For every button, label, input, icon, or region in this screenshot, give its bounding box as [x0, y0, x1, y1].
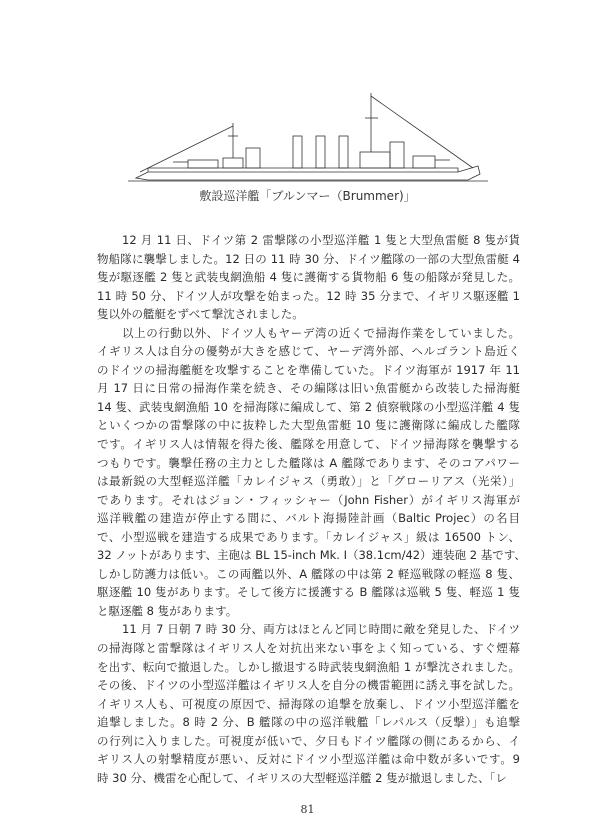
text-line: です。イギリス人は情報を得た後、艦隊を用意して、ドイツ掃海隊を襲撃する [97, 437, 520, 452]
text-line: 以上の行動以外、ドイツ人もヤーデ湾の近くで掃海作業をしていました。 [122, 325, 520, 340]
text-line: 月 17 日に日常の掃海作業を続き、その編隊は旧い魚雷艇から改装した掃海艇 [97, 381, 520, 396]
text-line: 巡洋戦艦の建造が停止する間に、バルト海揚陸計画（Baltic Projec）の名目 [97, 511, 520, 526]
page-number: 81 [300, 803, 315, 816]
text-line: の掃海隊と雷撃隊はイギリス人を対抗出来ない事をよく知っている、すぐ煙幕 [97, 641, 520, 656]
text-line: イギリス人は自分の優勢が大きを感じて、ヤーデ湾外部、ヘルゴラント島近く [97, 344, 520, 359]
paragraph [97, 324, 526, 621]
text-line: つもりです。襲撃任務の主力とした艦隊は A 艦隊であります、そのコアパワー [97, 455, 520, 470]
text-line: 隻以外の艦艇をずべて撃沈されました。 [97, 307, 304, 322]
text-line: の行列に入りました。可視度が低いで、夕日もドイツ艦隊の側にあるから、イ [97, 733, 520, 748]
paragraph [97, 620, 520, 787]
text-line: 時 30 分、機雷を心配して、イギリスの大型軽巡洋艦 2 隻が撤退しました、「レ [97, 770, 507, 785]
text-line: ギリス人の射撃精度が悪い、反対にドイツ小型巡洋艦は命中数が多いです。9 [97, 752, 520, 767]
text-line: 11 月 7 日朝 7 時 30 分、両方はほとんど同じ時間に敵を発見した、ドイツ [122, 622, 520, 637]
text-line: で、小型巡戦を建造する成果であります。「カレイジャス」級は 16500 トン、 [97, 529, 520, 544]
text-line: と駆逐艦 8 隻があります。 [97, 603, 238, 618]
ship-illustration [128, 88, 488, 188]
text-line: イギリス人も、可視度の原因で、掃海隊の追撃を放棄し、ドイツ小型巡洋艦を [97, 696, 520, 711]
text-line: 物船隊に襲撃しました。12 日の 11 時 30 分、ドイツ艦隊の一部の大型魚雷艇 4 [97, 251, 520, 266]
text-line: 追撃しました。8 時 2 分、B 艦隊の中の巡洋戦艦「レパルス（反撃）」も追撃 [97, 715, 520, 730]
text-line: のドイツの掃海艦艇を攻撃することを準備していた。ドイツ海軍が 1917 年 11 [97, 362, 520, 377]
paragraph [97, 231, 520, 324]
figure-caption: 敷設巡洋艦「ブルンマー（Brummer)」 [199, 189, 416, 203]
text-line: 14 隻、武装曳網漁船 10 を掃海隊に編成して、第 2 偵察戦隊の小型巡洋艦 4 隻 [97, 399, 520, 414]
body-text [97, 231, 526, 787]
text-line: 駆逐艦 10 隻があります。そして後方に援護する B 艦隊は巡戦 5 隻、軽巡 1 隻 [97, 585, 520, 600]
text-line: その後、ドイツの小型巡洋艦はイギリス人を自分の機雷範囲に誘え事を試した。 [97, 678, 520, 693]
text-line: を出す、転向で撤退した。しかし撤退する時武装曳網漁船 1 が撃沈されました。 [97, 659, 520, 674]
text-line: しかし防護力は低い。この両艦以外、A 艦隊の中は第 2 軽巡戦隊の軽巡 8 隻、 [97, 566, 520, 581]
text-line: は最新鋭の大型軽巡洋艦「カレイジャス（勇敢）」と「グローリアス（光栄）」 [97, 474, 520, 489]
text-line: 11 時 50 分、ドイツ人が攻撃を始まった。12 時 35 分まで、イギリス駆逐艦 1 [97, 288, 520, 303]
text-line: であります。それはジョン・フィッシャー（John Fisher）がイギリス海軍が [97, 492, 520, 507]
text-line: といくつかの雷撃隊の中に抜粋した大型魚雷艇 10 隻に護衛隊に編成した艦隊 [97, 418, 520, 433]
text-line: 隻が駆逐艦 2 隻と武装曳網漁船 4 隻に護衛する貨物船 6 隻の船隊が発見した。 [97, 270, 520, 285]
text-line: 32 ノットがあります、主砲は BL 15-inch Mk. I（38.1cm/42）連装砲 2 基です、 [97, 548, 526, 563]
text-line: 12 月 11 日、ドイツ第 2 雷撃隊の小型巡洋艦 1 隻と大型魚雷艇 8 隻が貨 [122, 233, 520, 247]
